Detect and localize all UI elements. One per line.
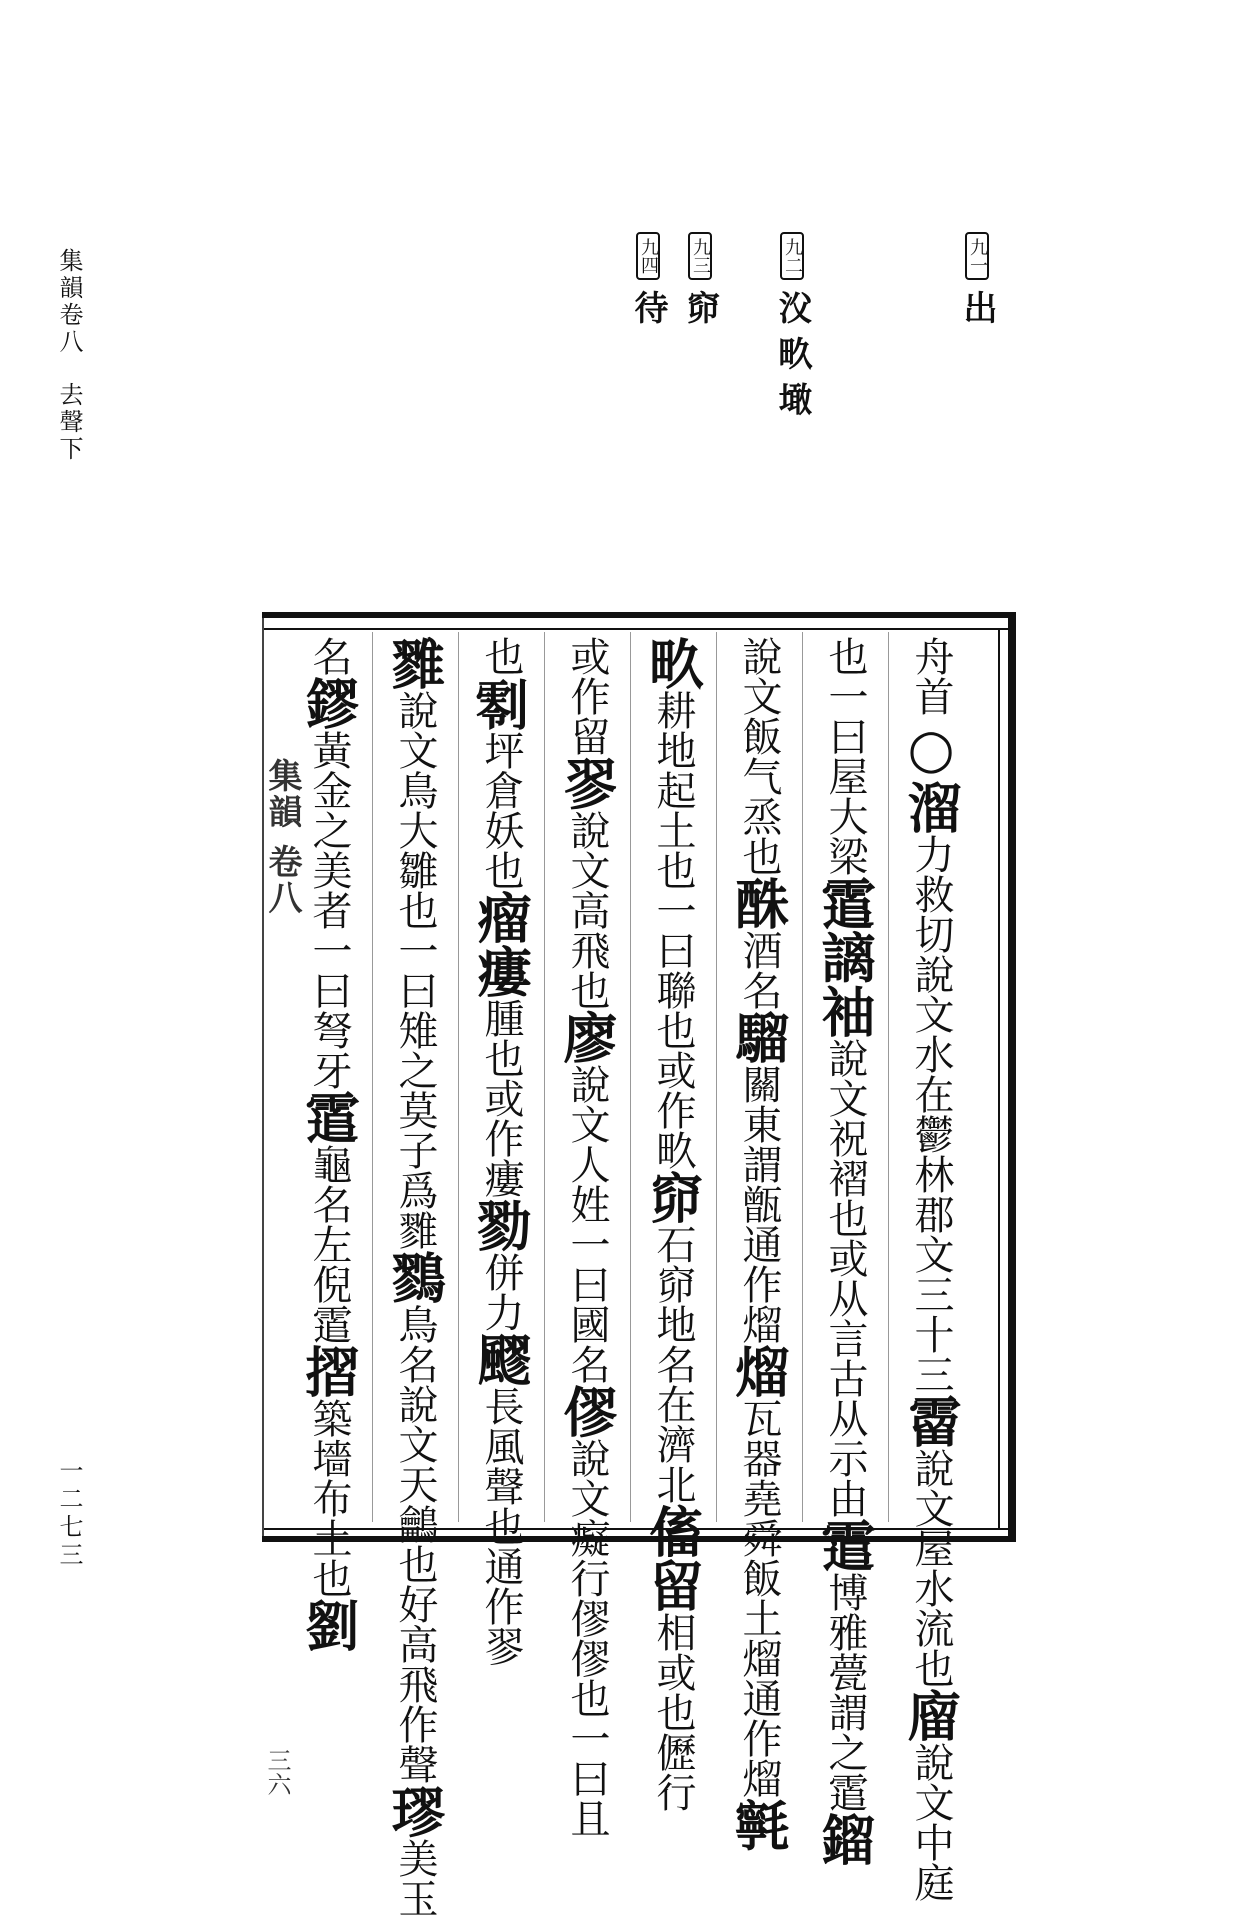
collation-note-92 [768,232,817,416]
border-inner-right [998,628,1000,1528]
headword: 䨨 [813,1518,877,1572]
gloss-text: 力救切說文水在 [908,834,954,1114]
gloss-text: 關東謂 [736,1064,782,1184]
headword: 雡 [383,636,447,690]
gloss-text: 也 [478,636,524,676]
border-inner-bottom [262,1528,1008,1530]
headword: 鎦 [813,1812,877,1866]
gloss-text: 說文飯 [736,636,782,756]
note-text: 待 [628,290,668,324]
woodblock-page [262,612,1016,1918]
note-marker: 九四 [636,232,660,280]
column-rule [630,632,631,1522]
gloss-text: 相或也 [650,1612,696,1732]
gloss-text: 土熘通作熘 [736,1598,782,1798]
gloss-text: 一曰國名 [564,1224,610,1384]
note-marker: 九三 [688,232,712,280]
headword: 䨨謧袖 [813,876,877,1038]
headword: 鏐 [297,676,361,730]
block-left-edge [262,618,264,1536]
text-column [632,636,714,1812]
text-column [546,636,628,1838]
gloss-text: 水流也 [908,1568,954,1688]
gloss-text: 曰雉之莫子爲雡 [392,970,438,1250]
column-rule [716,632,717,1522]
gloss-text: 築墻布土也 [306,1398,352,1598]
page-number: 一二七三 [55,1458,83,1570]
gloss-text: 說文祝褶也或 [822,1038,868,1278]
border-inner-top [262,628,1008,630]
gloss-text: 屋大梁 [822,756,868,876]
gloss-text: 一曰弩牙 [306,930,352,1090]
fold-title: 集韻 卷八 [262,758,302,916]
headword: 熘 [727,1344,791,1398]
headword: 勠 [469,1198,533,1252]
headword: 窌 [641,1170,705,1224]
gloss-text: 說文高 [564,810,610,930]
collation-note-91 [953,232,1002,324]
headword: 璆 [383,1784,447,1838]
gloss-text: 儮行 [650,1732,696,1812]
gloss-text: 美玉 [392,1838,438,1918]
gloss-text: 腫也或 [478,998,524,1118]
gloss-text: 在濟北 [650,1384,696,1504]
headword: 廇 [899,1688,963,1742]
gloss-text: 飛也 [564,930,610,1010]
headword: 鷚 [383,1250,447,1304]
gloss-text: 說文天鸙也好高飛作聲 [392,1384,438,1784]
running-head [52,248,87,463]
text-column [460,636,542,1666]
gloss-text: 說文癡行僇 [564,1438,610,1638]
gloss-text: 曰聯也或作畂 [650,930,696,1170]
headword: 廖 [555,1010,619,1064]
gloss-text: 甑通作熘 [736,1184,782,1344]
running-head-section: 去聲下 [55,382,83,463]
gloss-text: 說文中庭 [908,1742,954,1902]
gloss-text: 僇也一曰且 [564,1638,610,1838]
gloss-text: 鬱林郡文三十三 [908,1114,954,1394]
gloss-text: 說文鳥大雛也一 [392,690,438,970]
headword: 䨨 [297,1090,361,1144]
headword: 飂 [469,1332,533,1386]
text-column [804,636,886,1866]
gloss-text: 併力 [478,1252,524,1332]
headword: 劉 [297,1598,361,1652]
column-rule [544,632,545,1522]
gloss-text: 或作 [564,636,610,716]
gloss-text: 博雅甍謂之䨨 [822,1572,868,1812]
gloss-text: 气烝也 [736,756,782,876]
gloss-text: 坪倉 [478,730,524,810]
gloss-text: 龜名左 [306,1144,352,1264]
headword: 霤 [899,1394,963,1448]
gloss-text: 鳥名 [392,1304,438,1384]
text-column [890,636,972,1902]
headword: 僇 [555,1384,619,1438]
gloss-text: 从言古从示由 [822,1278,868,1518]
headword: 𠟨 [469,676,533,730]
text-column [374,636,456,1918]
gloss-text: 倪䨨 [306,1264,352,1344]
gloss-text: 首 [908,676,954,716]
column-rule [458,632,459,1522]
note-text: 出 [957,290,997,324]
running-head-volume: 集韻卷八 [55,248,83,356]
gloss-text: 名 [306,636,352,676]
collation-note-93 [676,232,725,324]
note-text: 㳇 畂 𡑒 [772,290,812,416]
gloss-text: 石窌地名 [650,1224,696,1384]
headword: 摺 [297,1344,361,1398]
headword: 畂 [641,636,705,690]
note-marker: 九二 [780,232,804,280]
gloss-text: 黃金之美者 [306,730,352,930]
note-text: 窌 [680,290,720,324]
headword: 翏 [555,756,619,810]
gloss-text: 酒名 [736,930,782,1010]
note-marker: 九一 [965,232,989,280]
gloss-text: 長風聲也 [478,1386,524,1546]
gloss-text: 說文屋 [908,1448,954,1568]
gloss-text: 通作翏 [478,1546,524,1666]
headword: 騮 [727,1010,791,1064]
gloss-text: 也一曰 [822,636,868,756]
headword: 傗留 [641,1504,705,1612]
gloss-text: 妖也 [478,810,524,890]
headword: 㲰 [727,1798,791,1852]
headword: 䣷 [727,876,791,930]
text-column [718,636,800,1852]
column-rule [372,632,373,1522]
gloss-text: 說文人姓 [564,1064,610,1224]
gloss-text: 作瘻 [478,1118,524,1198]
gloss-text: 舟 [908,636,954,676]
text-column [288,636,370,1652]
column-rule [888,632,889,1522]
headword: 瘤瘻 [469,890,533,998]
headword: ○溜 [899,716,963,834]
gloss-text: 留 [564,716,610,756]
collation-note-94 [624,232,673,324]
gloss-text: 瓦器堯舜飯 [736,1398,782,1598]
column-rule [802,632,803,1522]
gloss-text: 耕地起土也一 [650,690,696,930]
fold-number: 三六 [263,1748,291,1796]
